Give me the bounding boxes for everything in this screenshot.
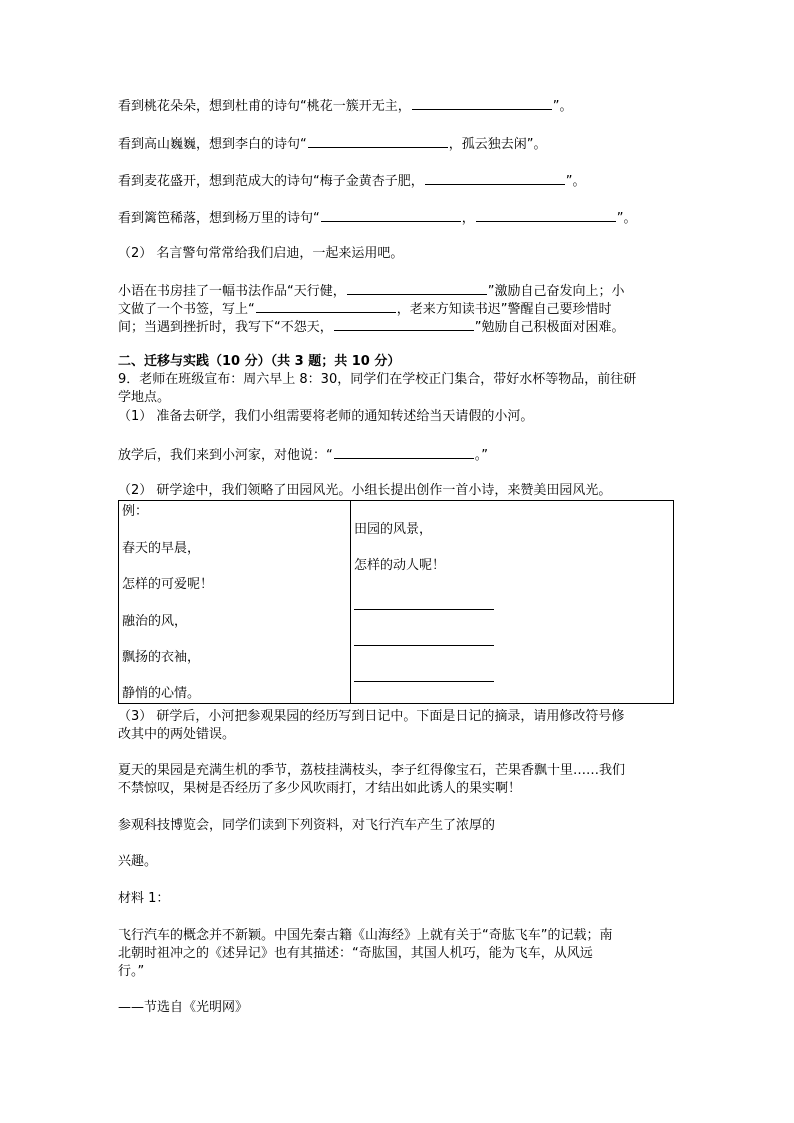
- answer-blank[interactable]: [412, 96, 552, 110]
- material-1-line-3: 行。”: [118, 964, 145, 979]
- answer-blank[interactable]: [476, 208, 616, 222]
- answer-blank[interactable]: [347, 281, 487, 295]
- q9-sub1-answer: 放学后，我们来到小河家，对他说：“ 。”: [118, 445, 488, 465]
- poem-line: 春天的早晨，: [122, 541, 201, 556]
- poetry-q4: 看到篱笆稀落，想到杨万里的诗句“ ， ”。: [118, 208, 637, 228]
- poem-table: [118, 500, 674, 704]
- q9-line-1: 9．老师在班级宣布：周六早上 8：30，同学们在学校正门集合，带好水杯等物品，前往研: [118, 372, 637, 387]
- quotes-line-1: 小语在书房挂了一幅书法作品“天行健， ”激励自己奋发向上；小: [118, 281, 625, 301]
- example-poem-cell: [119, 501, 351, 704]
- q9-line-2: 学地点。: [118, 390, 171, 405]
- poetry-q2: 看到高山巍巍，想到李白的诗句“ ，孤云独去闲”。: [118, 134, 547, 154]
- poem-line: 静悄的心情。: [122, 686, 201, 701]
- quotes-line-2: 文做了一个书签，写上“ ，老来方知读书迟”警醒自己要珍惜时: [118, 299, 612, 319]
- q9-sub3-line-1: （3） 研学后，小河把参观果园的经历写到日记中。下面是日记的摘录，请用修改符号修: [118, 709, 625, 724]
- material-label: 材料 1：: [118, 891, 170, 906]
- q9-sub3-line-2: 改其中的两处错误。: [118, 727, 236, 742]
- quotes-line-3: 间；当遇到挫折时，我写下“不怨天， ”勉励自己积极面对困难。: [118, 317, 625, 337]
- diary-text-line-2: 不禁惊叹，果树是否经历了多少风吹雨打，才结出如此诱人的果实啊！: [118, 781, 522, 796]
- poem-answer-line[interactable]: [354, 645, 494, 646]
- expo-line-1: 参观科技博览会，同学们读到下列资料，对飞行汽车产生了浓厚的: [118, 818, 496, 833]
- answer-blank[interactable]: [256, 299, 396, 313]
- poem-answer-line[interactable]: [354, 681, 494, 682]
- poem-line: 例：: [122, 504, 149, 519]
- q9-sub1: （1） 准备去研学，我们小组需要将老师的通知转述给当天请假的小河。: [118, 409, 534, 424]
- quotes-intro: （2） 名言警句常常给我们启迪，一起来运用吧。: [118, 246, 404, 261]
- poem-line: 怎样的可爱呢！: [122, 577, 214, 592]
- answer-blank[interactable]: [321, 208, 461, 222]
- poem-line: 怎样的动人呢！: [354, 558, 446, 573]
- material-source: ——节选自《光明网》: [118, 1000, 249, 1015]
- answer-poem-cell: [351, 501, 674, 704]
- poem-line: 飘扬的衣袖，: [122, 650, 201, 665]
- answer-blank[interactable]: [425, 171, 565, 185]
- diary-text-line-1: 夏天的果园是充满生机的季节，荔枝挂满枝头，李子红得像宝石，芒果香飘十里……我们: [118, 763, 626, 778]
- answer-blank[interactable]: [334, 445, 474, 459]
- poetry-q3: 看到麦花盛开，想到范成大的诗句“梅子金黄杏子肥， ”。: [118, 171, 586, 191]
- poem-line: 融治的风，: [122, 614, 188, 629]
- answer-blank[interactable]: [334, 317, 474, 331]
- answer-blank[interactable]: [308, 134, 448, 148]
- poetry-q1: 看到桃花朵朵，想到杜甫的诗句“桃花一簇开无主， ”。: [118, 96, 573, 116]
- q9-sub2: （2） 研学途中，我们领略了田园风光。小组长提出创作一首小诗，来赞美田园风光。: [118, 483, 612, 498]
- material-1-line-1: 飞行汽车的概念并不新颖。中国先秦古籍《山海经》上就有关于“奇肱飞车”的记载；南: [118, 928, 613, 943]
- poem-answer-line[interactable]: [354, 609, 494, 610]
- section-heading: 二、迁移与实践（10 分）（共 3 题；共 10 分）: [118, 354, 401, 369]
- expo-line-2: 兴趣。: [118, 854, 158, 869]
- poem-line: 田园的风景，: [354, 522, 433, 537]
- material-1-line-2: 北朝时祖冲之的《述异记》也有其描述：“奇肱国，其国人机巧，能为飞车，从风远: [118, 946, 593, 961]
